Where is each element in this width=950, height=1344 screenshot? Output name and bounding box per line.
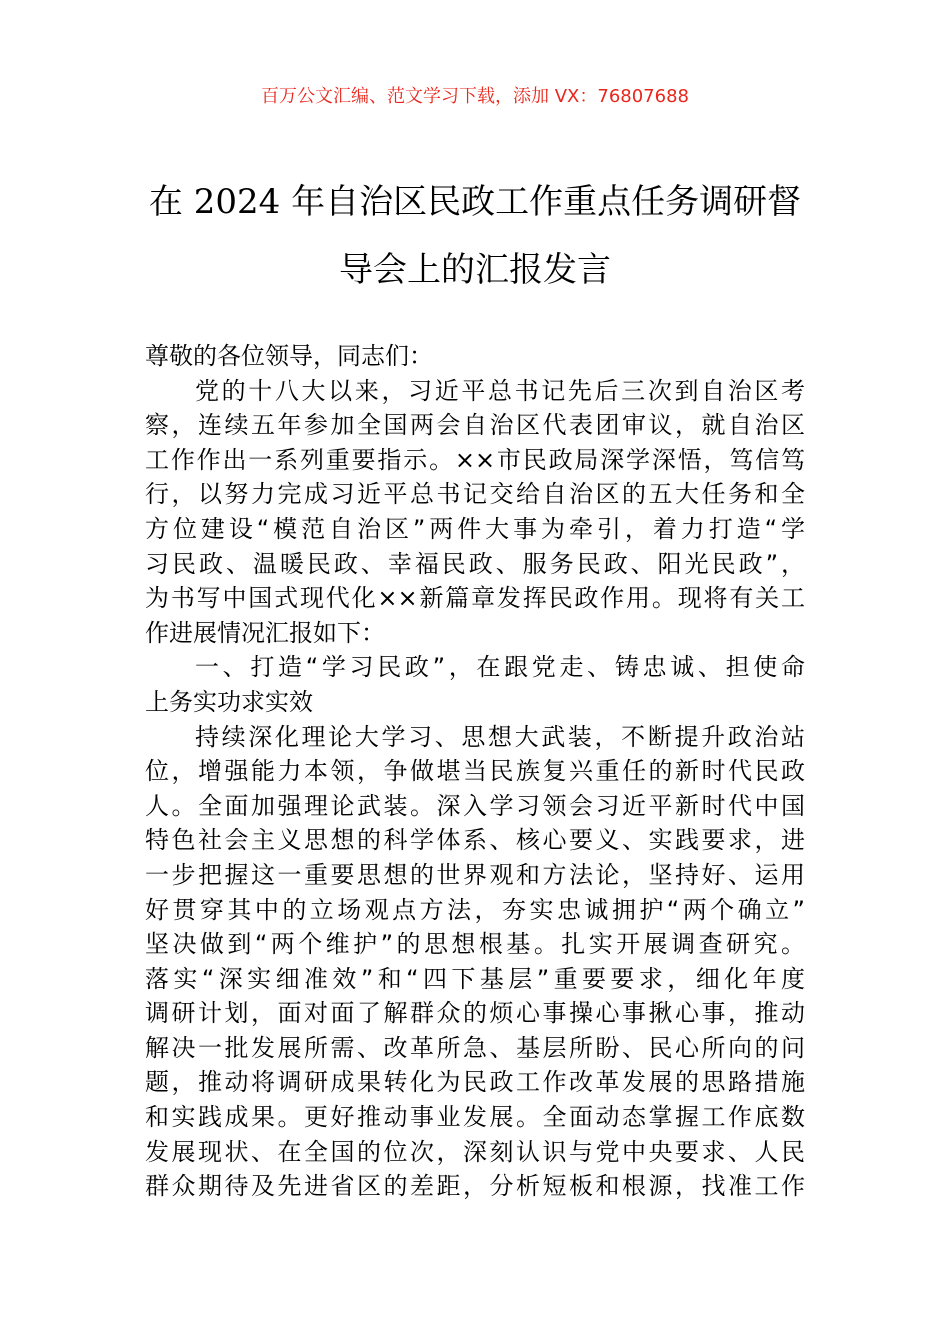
body-text-line: 尊敬的各位领导，同志们： [145,342,433,370]
document-body [145,339,805,1204]
body-text-line: 作进展情况汇报如下： [145,618,385,647]
watermark-header: 百万公文汇编、范文学习下载，添加 VX：76807688 [261,86,689,107]
body-text-line: 方位建设“模范自治区”两件大事为牵引，着力打造“学 [145,514,805,543]
body-text-line: 特色社会主义思想的科学体系、核心要义、实践要求，进 [145,826,805,855]
document-title-line-1: 在 2024 年自治区民政工作重点任务调研督 [148,182,802,222]
body-text-line: 人。全面加强理论武装。深入学习领会习近平新时代中国 [145,791,805,820]
body-text-line: 好贯穿其中的立场观点方法，夯实忠诚拥护“两个确立” [145,895,805,924]
body-text-line: 一步把握这一重要思想的世界观和方法论，坚持好、运用 [145,860,805,889]
body-text-line: 为书写中国式现代化××新篇章发挥民政作用。现将有关工 [145,584,805,613]
body-text-line: 和实践成果。更好推动事业发展。全面动态掌握工作底数 [145,1103,805,1132]
body-text-line: 行，以努力完成习近平总书记交给自治区的五大任务和全 [145,480,805,509]
body-text-line: 群众期待及先进省区的差距，分析短板和根源，找准工作 [145,1172,805,1201]
body-text-line: 题，推动将调研成果转化为民政工作改革发展的思路措施 [145,1068,805,1097]
body-text-line: 解决一批发展所需、改革所急、基层所盼、民心所向的问 [145,1033,805,1062]
document-title-line-2: 导会上的汇报发言 [339,250,611,290]
body-text-line: 习民政、温暖民政、幸福民政、服务民政、阳光民政”， [145,549,805,578]
body-text-line: 发展现状、在全国的位次，深刻认识与党中央要求、人民 [145,1137,805,1166]
body-text-line: 一、打造“学习民政”，在跟党走、铸忠诚、担使命 [195,653,805,682]
body-text-line: 党的十八大以来，习近平总书记先后三次到自治区考 [195,376,805,405]
body-text-line: 位，增强能力本领，争做堪当民族复兴重任的新时代民政 [145,757,805,786]
body-text-line: 上务实功求实效 [145,687,313,716]
body-text-line: 察，连续五年参加全国两会自治区代表团审议，就自治区 [145,411,805,440]
body-text-line: 持续深化理论大学习、思想大武装，不断提升政治站 [195,722,805,751]
body-text-line: 坚决做到“两个维护”的思想根基。扎实开展调查研究。 [145,930,805,959]
body-text-line: 落实“深实细准效”和“四下基层”重要要求，细化年度 [145,964,805,993]
body-text-line: 工作作出一系列重要指示。××市民政局深学深悟，笃信笃 [145,445,805,474]
body-text-line: 调研计划，面对面了解群众的烦心事操心事揪心事，推动 [145,999,805,1028]
